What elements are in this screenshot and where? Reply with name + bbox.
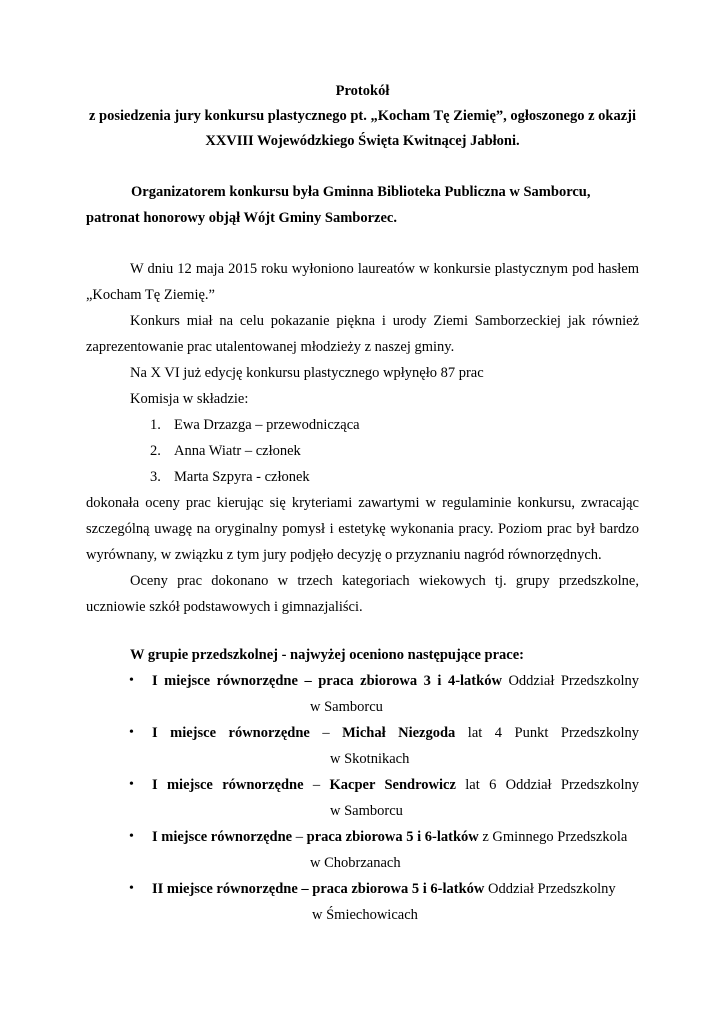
list-number: 1.: [150, 417, 161, 433]
award-detail: lat 6 Oddział Przedszkolny: [455, 777, 640, 793]
document-subtitle-line2: XXVIII Wojewódzkiego Święta Kwitnącej Jabłoni.: [205, 133, 520, 149]
jury-member: [86, 464, 639, 490]
document-page: [86, 79, 639, 928]
award-location: w Skotnikach: [330, 751, 410, 767]
award-place: I miejsce równorzędne: [152, 829, 293, 845]
preschool-group-heading: W grupie przedszkolnej - najwyżej oceniono następujące prace:: [130, 647, 524, 663]
bullet-icon: •: [129, 725, 134, 740]
jury-member-text: Anna Wiatr – członek: [174, 443, 301, 459]
award-item: [86, 668, 639, 720]
award-detail: lat 4 Punkt Przedszkolny: [455, 725, 640, 741]
award-item: [86, 876, 639, 928]
award-location: w Samborcu: [310, 699, 383, 715]
award-detail: Oddział Przedszkolny: [501, 673, 639, 689]
paragraph-jury-intro: Komisja w składzie:: [130, 391, 249, 407]
award-place: I miejsce równorzędne: [152, 725, 310, 741]
award-winner: Kacper Sendrowicz: [329, 777, 456, 793]
paragraph-submissions: Na X VI już edycję konkursu plastycznego wpłynęło 87 prac: [130, 365, 484, 381]
award-location: w Śmiechowicach: [312, 907, 418, 923]
award-winner: praca zbiorowa 5 i 6-latków: [306, 829, 479, 845]
paragraph-contest-goal: Konkurs miał na celu pokazanie piękna i urody Ziemi Samborzeckiej jak również zaprezentowanie prac utalentowanej młodzieży z naszej gminy.: [86, 313, 639, 355]
document-title: Protokół: [335, 83, 390, 99]
organizer-line1: Organizatorem konkursu była Gminna Biblioteka Publiczna w Samborcu,: [131, 184, 591, 200]
award-detail: z Gminnego Przedszkola: [478, 829, 628, 845]
award-location: w Chobrzanach: [310, 855, 401, 871]
bullet-icon: •: [129, 881, 134, 896]
bullet-icon: •: [129, 829, 134, 844]
jury-member: [86, 438, 639, 464]
list-number: 2.: [150, 443, 161, 459]
award-separator: –: [303, 777, 330, 793]
award-location: w Samborcu: [330, 803, 403, 819]
paragraph-evaluation: dokonała oceny prac kierując się kryteriami zawartymi w regulaminie konkursu, zwracając szczególną uwagę na oryginalny pomysł i estetykę wykonania pracy. Poziom prac był bardzo wyrównany, w związku z tym jury podjęło decyzję o przyznaniu nagród równorzędnych.: [86, 495, 639, 563]
organizer-line2: patronat honorowy objął Wójt Gminy Samborzec.: [86, 210, 397, 226]
award-place: I miejsce równorzędne – praca zbiorowa 3 i 4-latków: [152, 673, 502, 689]
award-item: [86, 720, 639, 772]
award-place: I miejsce równorzędne: [152, 777, 304, 793]
bullet-icon: •: [129, 673, 134, 688]
jury-member-text: Ewa Drzazga – przewodnicząca: [174, 417, 360, 433]
jury-list: [86, 412, 639, 490]
award-separator: –: [292, 829, 307, 845]
award-item: [86, 772, 639, 824]
paragraph-results-date: W dniu 12 maja 2015 roku wyłoniono laureatów w konkursie plastycznym pod hasłem „Kocham Tę Ziemię.”: [86, 261, 639, 303]
paragraph-categories: Oceny prac dokonano w trzech kategoriach wiekowych tj. grupy przedszkolne, uczniowie szkół podstawowych i gimnazjaliści.: [86, 573, 639, 615]
document-subtitle-line1: z posiedzenia jury konkursu plastycznego pt. „Kocham Tę Ziemię”, ogłoszonego z okazji: [88, 108, 637, 124]
list-number: 3.: [150, 469, 161, 485]
bullet-icon: •: [129, 777, 134, 792]
jury-member-text: Marta Szpyra - członek: [174, 469, 310, 485]
award-winner: Michał Niezgoda: [342, 725, 456, 741]
award-detail: Oddział Przedszkolny: [484, 881, 616, 897]
award-place: II miejsce równorzędne – praca zbiorowa 5 i 6-latków: [152, 881, 485, 897]
award-separator: –: [309, 725, 343, 741]
jury-member: [86, 412, 639, 438]
award-item: [86, 824, 639, 876]
awards-list: [86, 668, 639, 928]
